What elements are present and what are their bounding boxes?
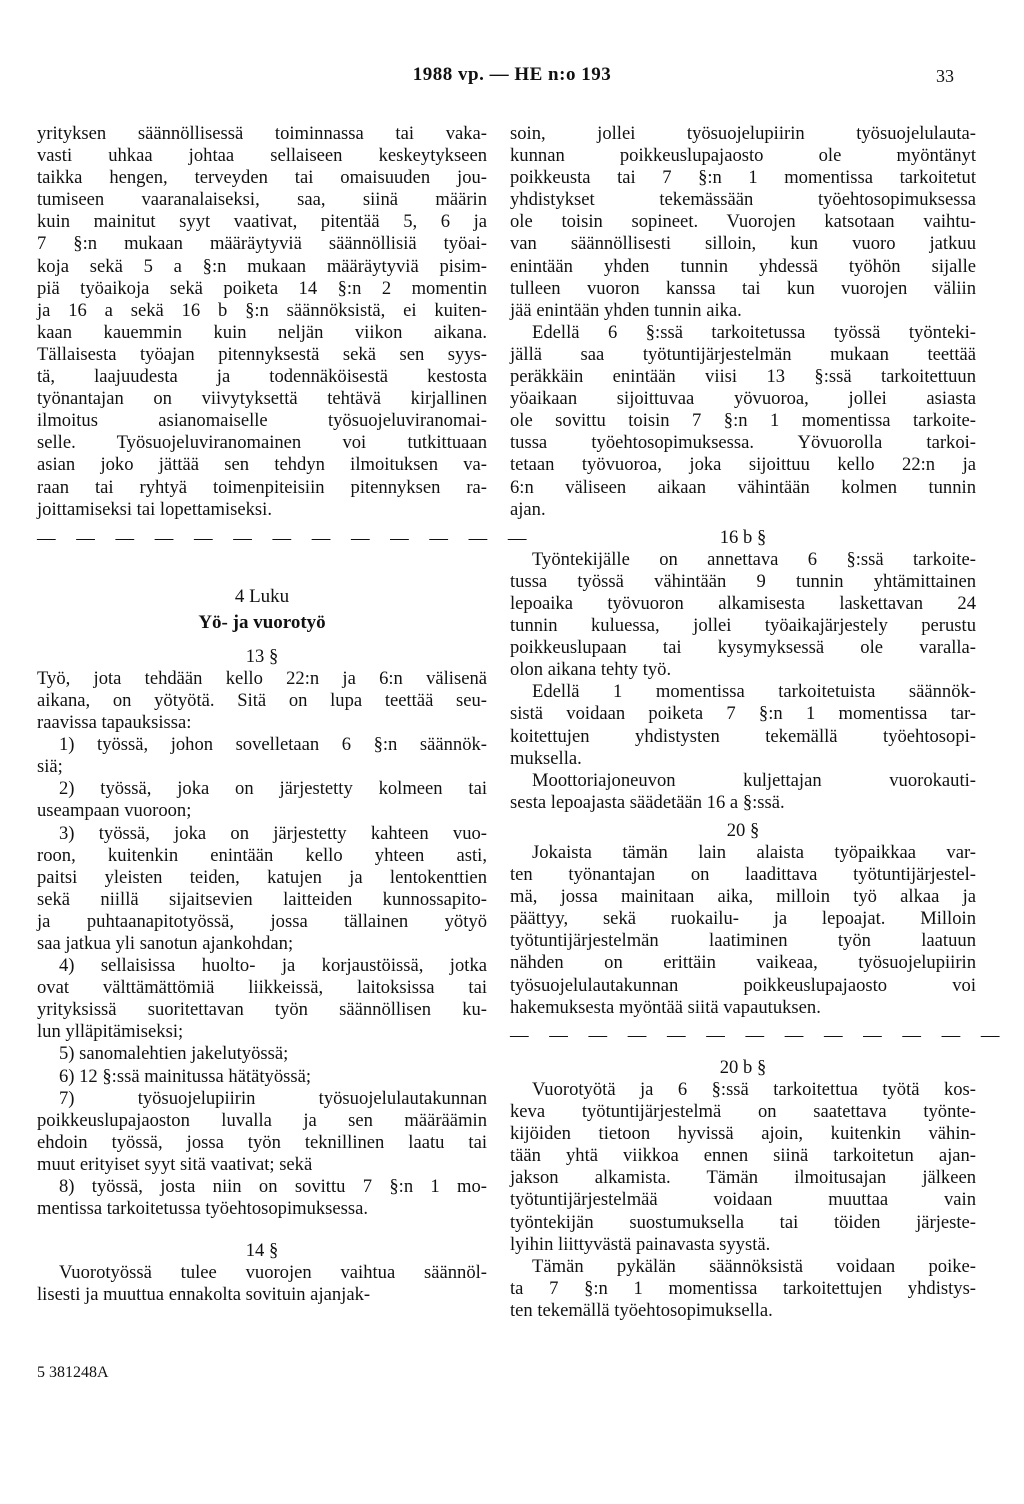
text-line: lun ylläpitämiseksi; <box>37 1021 184 1043</box>
text-line: kuin mainitut syyt vaativat, pitentää 5, 6 ja <box>37 211 487 233</box>
text-line: koja sekä 5 a §:n mukaan määräytyviä pisim- <box>37 255 487 277</box>
text-line: ilmoitus asianomaiselle työsuojeluviranomai- <box>37 410 487 432</box>
text-line: työnantajan on viivytyksettä tehtävä kirjallinen <box>37 388 487 410</box>
text-line: keva työtuntijärjestelmä on saatettava työnte- <box>510 1101 976 1123</box>
chapter-number: 4 Luku <box>234 585 290 607</box>
text-line: vasti uhkaa johtaa sellaiseen keskeytykseen <box>37 145 487 167</box>
text-line: ovat välttämättömiä liikkeissä, laitoksissa tai <box>37 977 487 999</box>
text-line: poikkeuslupajaoston luvalla ja sen määräämin <box>37 1109 487 1131</box>
text-line: tään yhtä viikkoa ennen siinä tarkoitetun ajan- <box>510 1145 976 1167</box>
text-line: kaan kauemmin kuin neljän viikon aikana. <box>37 321 487 343</box>
text-line: sekä niillä sijaitsevien laitteiden kunnossapito- <box>37 888 487 910</box>
text-line: tulleen vuoron kanssa tai kun vuorojen väliin <box>510 277 976 299</box>
text-line: ajan. <box>510 498 546 520</box>
text-line: kijöiden tietoon hyvissä ajoin, kuitenkin vähin- <box>510 1123 976 1145</box>
text-line: siä; <box>37 756 63 778</box>
text-line: Vuorotyötä ja 6 §:ssä tarkoitettua työtä kos- <box>532 1078 976 1100</box>
text-line: 7 §:n mukaan määräytyviä säännöllisiä työai- <box>37 233 487 255</box>
section-20b-para-2 <box>510 1256 976 1322</box>
text-line: ja puhtaanapitotyössä, jossa tällainen yötyö <box>37 910 487 932</box>
text-line: ten työnantajan on laadittava työtuntijärjestel- <box>510 864 976 886</box>
text-line: 6) 12 §:ssä mainitussa hätätyössä; <box>59 1065 312 1087</box>
text-line: ta 7 §:n 1 momentissa tarkoitettujen yhdistys- <box>510 1277 976 1299</box>
text-line: yrityksissä suoritettavan työn säännöllisen ku- <box>37 999 487 1021</box>
section-16b-para-3 <box>510 770 976 814</box>
text-line: Vuorotyössä tulee vuorojen vaihtua säännöl- <box>59 1262 487 1284</box>
text-line: sistä voidaan poiketa 7 §:n 1 momentissa tar- <box>510 703 976 725</box>
text-line: mentissa tarkoitetussa työehtosopimuksessa. <box>37 1198 369 1220</box>
text-line: sesta lepoajasta säädetään 16 a §:ssä. <box>510 791 785 813</box>
section-20b-para-1 <box>510 1079 976 1256</box>
text-line: tunnin kuluessa, jollei työaikajärjestely perustu <box>510 615 976 637</box>
text-line: selle. Työsuojeluviranomainen voi tutkittuaan <box>37 432 487 454</box>
header-title: 1988 vp. — HE n:o 193 <box>412 64 612 85</box>
footer-code: 5 381248A <box>37 1364 109 1381</box>
text-line: Jokaista tämän lain alaista työpaikkaa var- <box>532 842 976 863</box>
section-13-text <box>37 668 487 1220</box>
text-line: Moottoriajoneuvon kuljettajan vuorokauti- <box>532 769 976 791</box>
section-heading-20: 20 § <box>726 819 760 841</box>
text-line: paitsi yleisten teiden, katujen ja lentokenttien <box>37 866 487 888</box>
section-16b-para-2 <box>510 681 976 769</box>
right-column <box>510 123 1008 1322</box>
text-line: 4) sellaisissa huolto- ja korjaustöissä, jotka <box>59 955 487 977</box>
text-line: soin, jollei työsuojelupiirin työsuojelulauta- <box>510 123 976 144</box>
section-heading-16b: 16 b § <box>719 526 767 548</box>
text-line: Tämän pykälän säännöksistä voidaan poike- <box>532 1255 976 1277</box>
section-14-text <box>37 1262 487 1306</box>
text-line: Edellä 1 momentissa tarkoitetuista säännök- <box>532 681 976 703</box>
text-line: työtuntijärjestelmää voidaan muuttaa vain <box>510 1189 976 1211</box>
text-line: ole sovittu toisin 7 §:n 1 momentissa tarkoite- <box>510 410 976 432</box>
text-line: piä työaikoja sekä poiketa 14 §:n 2 momentin <box>37 277 487 299</box>
text-line: Työntekijälle on annettava 6 §:ssä tarkoite- <box>532 548 976 570</box>
text-line: koitettujen yhdistysten tekemällä työehtosopi- <box>510 725 976 747</box>
text-line: raavissa tapauksissa: <box>37 712 192 734</box>
text-line: kunnan poikkeuslupajaosto ole myöntänyt <box>510 145 976 167</box>
section-16b-para-1 <box>510 549 976 682</box>
text-line: Työ, jota tehdään kello 22:n ja 6:n välisenä <box>37 667 487 689</box>
text-line: tumiseen vaaranalaiseksi, saa, siinä määrin <box>37 189 487 211</box>
text-line: lepoaika työvuoron alkamisesta laskettavan 24 <box>510 592 976 614</box>
text-line: jää enintään yhden tunnin aika. <box>510 299 742 321</box>
text-line: työsuojelulautakunnan poikkeuslupajaosto voi <box>510 974 976 996</box>
text-line: 2) työssä, joka on järjestetty kolmeen tai <box>59 778 487 800</box>
text-line: taikka hengen, terveyden tai omaisuuden jou- <box>37 167 487 189</box>
text-line: ja 16 a sekä 16 b §:n säännöksistä, ei kuiten- <box>37 299 487 321</box>
text-line: ten tekemällä työehtosopimuksella. <box>510 1299 773 1321</box>
text-line: asian joko jättää sen tehdyn ilmoituksen va- <box>37 454 487 476</box>
text-line: työtuntijärjestelmän laatiminen työn laatuun <box>510 930 976 952</box>
text-line: mä, jossa mainitaan aika, milloin työ alkaa ja <box>510 886 976 908</box>
text-line: olon aikana tehty työ. <box>510 659 672 681</box>
text-line: peräkkäin enintään viisi 13 §:ssä tarkoitettuun <box>510 366 976 388</box>
text-line: joittamiseksi tai lopettamiseksi. <box>37 498 272 520</box>
text-line: 8) työssä, josta niin on sovittu 7 §:n 1 mo- <box>59 1176 487 1198</box>
text-line: jakson alkamista. Tämän ilmoitusajan jälkeen <box>510 1167 976 1189</box>
text-line: yrityksen säännöllisessä toiminnassa tai vaka- <box>37 123 487 144</box>
text-line: tä, laajuudesta ja todennäköisestä kestosta <box>37 366 487 388</box>
text-line: roon, kuitenkin enintään kello yhteen asti, <box>37 844 487 866</box>
text-line: Tällaisesta työajan pitennyksestä sekä sen syys- <box>37 343 487 365</box>
text-line: enintään yhden tunnin yhdessä työhön sijalle <box>510 255 976 277</box>
text-line: poikkeusta tai 7 §:n 1 momentissa tarkoitetut <box>510 167 976 189</box>
text-line: 3) työssä, joka on järjestetty kahteen vuo- <box>59 822 487 844</box>
text-line: Edellä 6 §:ssä tarkoitetussa työssä työnteki- <box>532 321 976 343</box>
text-line: lyihin liittyvästä painavasta syystä. <box>510 1233 771 1255</box>
text-line: raan tai ryhtyä toimenpiteisiin pitennyksen ra- <box>37 476 487 498</box>
text-line: tussa työssä vähintään 9 tunnin yhtämittainen <box>510 570 976 592</box>
section-heading-14: 14 § <box>245 1240 279 1262</box>
page-header <box>0 64 1024 94</box>
text-line: ole toisin sopineet. Vuorojen katsotaan vaihtu- <box>510 211 976 233</box>
left-column <box>37 123 535 1307</box>
text-line: muut erityiset syyt sitä vaativat; sekä <box>37 1153 313 1175</box>
section-20-text <box>510 842 976 1019</box>
text-line: 6:n väliseen aikaan vähintään kolmen tunnin <box>510 476 976 498</box>
text-line: yöaikaan sijoittuvaa yövuoroa, jollei asiasta <box>510 388 976 410</box>
text-line: hakemuksesta myöntää siitä vapautuksen. <box>510 996 821 1018</box>
text-line: 5) sanomalehtien jakelutyössä; <box>59 1043 289 1065</box>
text-line: muksella. <box>510 747 582 769</box>
text-line: työntekijän suostumuksella tai töiden järjeste- <box>510 1211 976 1233</box>
section-separator: — — — — — — — — — — — — — <box>37 527 535 549</box>
text-line: tussa työehtosopimuksessa. Yövuorolla tarkoi- <box>510 432 976 454</box>
text-line: 1) työssä, johon sovelletaan 6 §:n säännök- <box>59 734 487 756</box>
text-line: saa jatkua yli sanotun ajankohdan; <box>37 933 294 954</box>
text-line: 7) työsuojelupiirin työsuojelulautakunnan <box>59 1087 487 1109</box>
left-paragraph <box>37 123 487 521</box>
text-line: päättyy, sekä ruokailu- ja lepoajat. Milloin <box>510 908 976 930</box>
text-line: useampaan vuoroon; <box>37 800 192 822</box>
section-heading-13: 13 § <box>245 645 279 667</box>
text-line: van säännöllisesti silloin, kun vuoro jatkuu <box>510 233 976 255</box>
text-line: lisesti ja muuttua ennakolta sovituin ajanjak- <box>37 1284 371 1306</box>
right-paragraph-1 <box>510 123 976 322</box>
text-line: aikana, on yötyötä. Sitä on lupa teettää seu- <box>37 689 487 711</box>
text-line: nähden on erittäin vaikeaa, työsuojelupiirin <box>510 952 976 974</box>
text-line: ehdoin työssä, jossa työn teknillinen laatu tai <box>37 1131 487 1153</box>
chapter-title: Yö- ja vuorotyö <box>198 611 326 633</box>
text-line: jällä saa työtuntijärjestelmän mukaan teettää <box>510 343 976 365</box>
text-line: poikkeuslupaan tai kysymyksessä ole varalla- <box>510 637 976 659</box>
page-number: 33 <box>936 66 954 86</box>
text-line: yhdistykset tekemässään työehtosopimuksessa <box>510 189 976 211</box>
text-line: tetaan työvuoroa, joka sijoittuu kello 22:n ja <box>510 454 976 476</box>
section-separator-right: — — — — — — — — — — — — — <box>510 1024 1008 1046</box>
right-paragraph-2 <box>510 322 976 521</box>
section-heading-20b: 20 b § <box>719 1056 767 1078</box>
